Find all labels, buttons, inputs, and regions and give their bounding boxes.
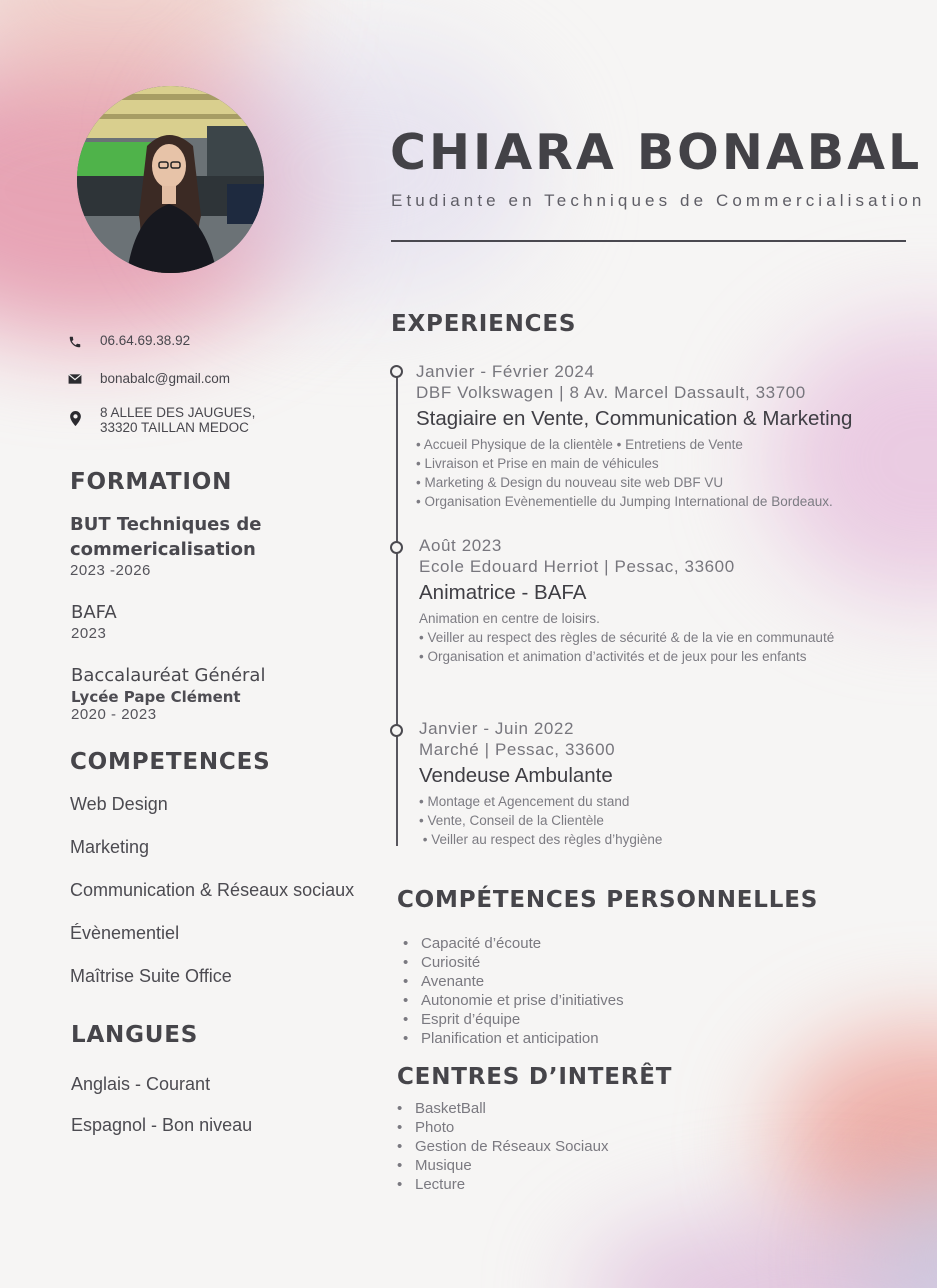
experience-line: • Organisation Evènementielle du Jumping International de Bordeaux. <box>416 494 833 509</box>
address-line-2: 33320 TAILLAN MEDOC <box>100 420 249 435</box>
timeline-dot <box>390 724 403 737</box>
interests-list <box>391 1099 608 1194</box>
experience-details <box>419 792 662 849</box>
formation-title: Baccalauréat Général <box>71 665 266 686</box>
experiences-heading: EXPERIENCES <box>391 311 577 337</box>
skill-item: Web Design <box>70 794 168 814</box>
list-item: • Capacité d’écoute <box>397 934 624 953</box>
skill-item: Marketing <box>70 837 150 857</box>
candidate-subtitle: Etudiante en Techniques de Commercialisation <box>391 191 926 210</box>
formation-year: 2020 - 2023 <box>71 706 157 723</box>
address-line-1: 8 ALLEE DES JAUGUES, <box>100 405 256 420</box>
phone-icon <box>68 333 100 349</box>
formation-item <box>71 663 265 723</box>
language-item: Espagnol - Bon niveau <box>71 1115 253 1135</box>
list-item: • Planification et anticipation <box>397 1029 624 1048</box>
experience-line: • Vente, Conseil de la Clientèle <box>419 813 604 828</box>
experience-details <box>419 609 834 666</box>
experience-role: Vendeuse Ambulante <box>419 764 613 787</box>
skill-item: Communication & Réseaux sociaux <box>70 880 355 900</box>
experience-company: Marché | Pessac, 33600 <box>419 740 616 759</box>
list-item: • BasketBall <box>391 1099 608 1118</box>
list-item: • Lecture <box>391 1175 608 1194</box>
list-item: • Avenante <box>397 972 624 991</box>
experience-entry <box>416 362 852 511</box>
contact-phone <box>68 333 190 349</box>
list-item: • Gestion de Réseaux Sociaux <box>391 1137 608 1156</box>
email-address[interactable]: bonabalc@gmail.com <box>100 371 231 386</box>
experience-date: Août 2023 <box>419 536 502 555</box>
timeline-dot <box>390 541 403 554</box>
formation-title: BAFA <box>71 602 117 623</box>
list-item: • Musique <box>391 1156 608 1175</box>
experience-date: Janvier - Février 2024 <box>416 362 595 381</box>
list-item: • Photo <box>391 1118 608 1137</box>
phone-number: 06.64.69.38.92 <box>100 333 191 348</box>
experience-role: Animatrice - BAFA <box>419 581 587 604</box>
formation-item <box>70 512 261 579</box>
list-item: • Autonomie et prise d’initiatives <box>397 991 624 1010</box>
formation-title-line-1: BUT Techniques de <box>70 514 262 535</box>
experience-line: • Organisation et animation d’activités et de jeux pour les enfants <box>419 649 807 664</box>
formation-year: 2023 -2026 <box>70 562 151 579</box>
timeline-line <box>396 374 398 846</box>
experience-line: • Montage et Agencement du stand <box>419 794 630 809</box>
formation-item <box>71 600 117 642</box>
experience-date: Janvier - Juin 2022 <box>419 719 575 738</box>
personal-skills-heading: COMPÉTENCES PERSONNELLES <box>397 887 819 913</box>
envelope-icon <box>68 371 100 385</box>
interests-heading: CENTRES D’INTERÊT <box>397 1064 673 1090</box>
experience-role: Stagiaire en Vente, Communication & Marketing <box>416 407 853 430</box>
experience-line: • Livraison et Prise en main de véhicules <box>416 456 659 471</box>
experience-line: • Accueil Physique de la clientèle • Entretiens de Vente <box>416 437 743 452</box>
address-block <box>100 405 255 435</box>
language-item: Anglais - Courant <box>71 1074 211 1094</box>
formation-title-line-2: commericalisation <box>70 539 256 560</box>
formation-school: Lycée Pape Clément <box>71 688 241 706</box>
experience-line: • Veiller au respect des règles d’hygiène <box>419 832 663 847</box>
skill-item: Évènementiel <box>70 923 180 943</box>
header-divider <box>391 240 906 242</box>
contact-address <box>68 405 255 435</box>
contact-email <box>68 371 230 386</box>
map-pin-icon <box>68 405 100 426</box>
experience-details <box>416 435 852 511</box>
competences-heading: COMPETENCES <box>70 749 271 775</box>
formation-heading: FORMATION <box>70 469 233 495</box>
langues-heading: LANGUES <box>71 1022 199 1048</box>
experience-line: • Veiller au respect des règles de sécurité & de la vie en communauté <box>419 630 835 645</box>
candidate-name: CHIARA BONABAL <box>390 124 923 181</box>
experience-company: DBF Volkswagen | 8 Av. Marcel Dassault, 33700 <box>416 383 806 402</box>
experience-line: Animation en centre de loisirs. <box>419 611 600 626</box>
list-item: • Esprit d’équipe <box>397 1010 624 1029</box>
experience-entry <box>419 536 834 666</box>
list-item: • Curiosité <box>397 953 624 972</box>
profile-photo <box>77 86 264 273</box>
personal-skills-list <box>397 934 624 1048</box>
experience-company: Ecole Edouard Herriot | Pessac, 33600 <box>419 557 735 576</box>
skill-item: Maîtrise Suite Office <box>70 966 232 986</box>
timeline-dot <box>390 365 403 378</box>
experience-line: • Marketing & Design du nouveau site web DBF VU <box>416 475 724 490</box>
formation-year: 2023 <box>71 625 107 642</box>
experience-entry <box>419 719 662 849</box>
